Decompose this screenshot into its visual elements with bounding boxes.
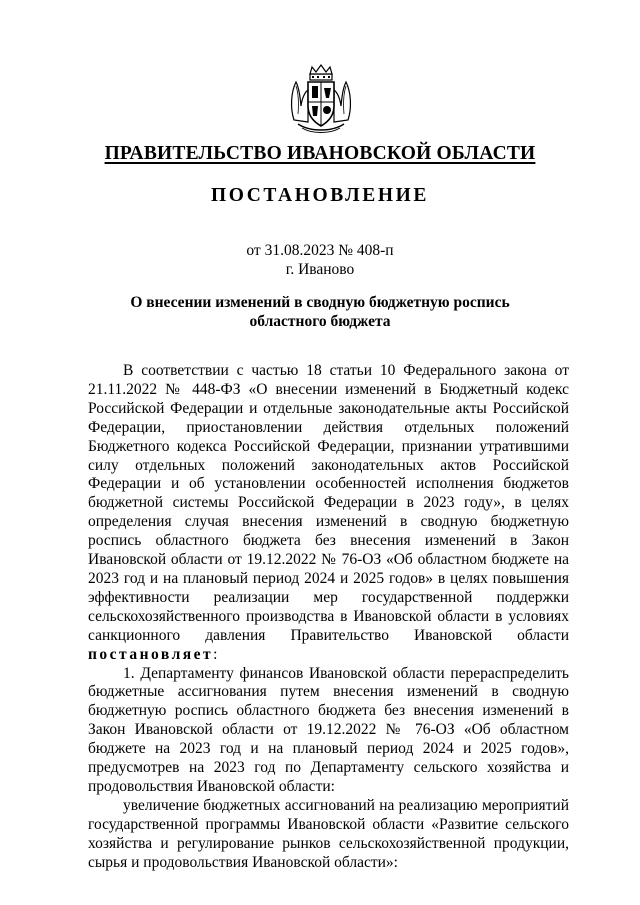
subject-line-2: областного бюджета [249,313,391,330]
decree-colon: : [213,645,218,663]
decree-word: постановляет [88,645,214,663]
document-subject [0,293,640,331]
document-type: ПОСТАНОВЛЕНИЕ [210,185,430,206]
item-1-subparagraph: увеличение бюджетных ассигнований на реализацию мероприятий государственной программы Ивановской области «Развитие сельского хозяйства и регулирование рынков сельскохозяйственной продукции, сырья и продовольствия Ивановской области»: [88,796,569,871]
item-1-paragraph: 1. Департаменту финансов Ивановской области перераспределить бюджетные ассигнования путем внесения изменений в сводную бюджетную роспись областного бюджета без внесения изменений в Закон Ивановской области от 19.12.2022 № 76-ОЗ «Об областном бюджете на 2023 год и на плановый период 2024 и 2025 годов», предусмотрев на 2023 год по Департаменту сельского хозяйства и продовольствия Ивановской области: [88,664,569,795]
subject-line-1: О внесении изменений в сводную бюджетную роспись [130,294,510,311]
preamble-text: В соответствии с частью 18 статьи 10 Федерального закона от 21.11.2022 № 448-ФЗ «О внесении изменений в Бюджетный кодекс Российской Федерации и отдельные законодательные акты Российской Федерации, приостановлении действия отдельных положений Бюджетного кодекса Российской Федерации, признании утратившими силу отдельных положений законодательных актов Российской Федерации и об установлении особенностей исполнения бюджетов бюджетной системы Российской Федерации в 2023 году», в целях определения случая внесения изменений в сводную бюджетную роспись областного бюджета без внесения изменений в Закон Ивановской области от 19.12.2022 № 76-ОЗ «Об областном бюджете на 2023 год и на плановый период 2024 и 2025 годов» в целях повышения эффективности реализации мер государственной поддержки сельскохозяйственного производства в Ивановской области в условиях санкционного давления Правительство Ивановской области [88,362,569,644]
date-number: от 31.08.2023 № 408-п [246,242,394,259]
coat-of-arms-icon [288,62,354,134]
preamble-paragraph [88,362,569,665]
document-body [88,362,569,872]
city: г. Иваново [285,261,355,278]
government-title: ПРАВИТЕЛЬСТВО ИВАНОВСКОЙ ОБЛАСТИ [104,143,536,164]
